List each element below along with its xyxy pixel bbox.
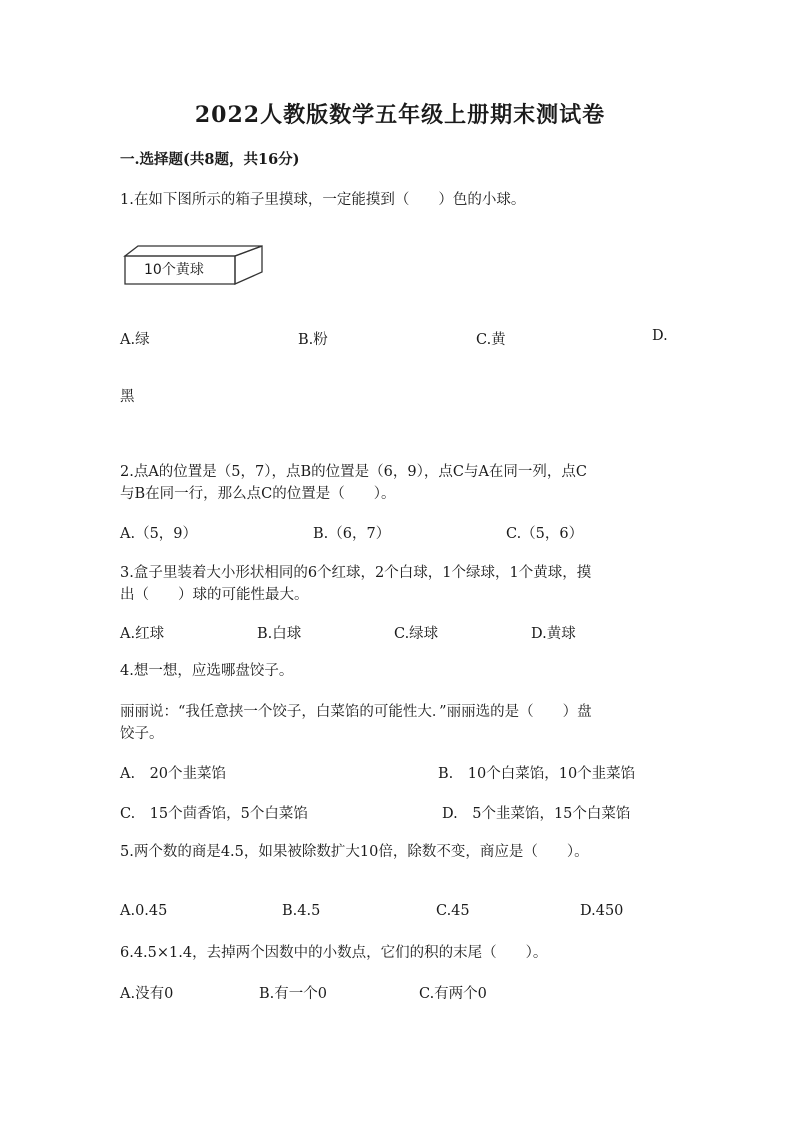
- question-6-text: 6.4.5×1.4，去掉两个因数中的小数点，它们的积的末尾（ ）。: [120, 945, 548, 961]
- question-2-line-1: 2.点A的位置是（5，7），点B的位置是（6，9），点C与A在同一列，点C: [120, 464, 588, 480]
- q3-option-d: D.黄球: [531, 626, 576, 642]
- yellow-ball-box-figure: [120, 242, 270, 292]
- q3-option-b: B.白球: [257, 626, 302, 642]
- q2-option-c: C.（5，6）: [506, 526, 584, 542]
- question-4-line-1: 丽丽说：“我任意挟一个饺子，白菜馅的可能性大．”丽丽选的是（ ）盘: [120, 704, 592, 720]
- question-5-text: 5.两个数的商是4.5，如果被除数扩大10倍，除数不变，商应是（ ）。: [120, 844, 589, 860]
- q4-option-c: C. 15个茴香馅，5个白菜馅: [120, 806, 308, 822]
- question-3-line-1: 3.盒子里装着大小形状相同的6个红球，2个白球，1个绿球，1个黄球，摸: [120, 565, 592, 581]
- page-title: 2022人教版数学五年级上册期末测试卷: [194, 102, 606, 128]
- q5-option-c: C.45: [436, 903, 470, 919]
- q5-option-b: B.4.5: [282, 903, 321, 919]
- q4-option-b: B. 10个白菜馅，10个韭菜馅: [438, 766, 636, 782]
- q3-option-c: C.绿球: [394, 626, 439, 642]
- question-3-line-2: 出（ ）球的可能性最大。: [120, 587, 309, 603]
- q6-option-a: A.没有0: [120, 986, 174, 1002]
- q1-option-d-wrap: 黑: [120, 389, 135, 405]
- section-heading: 一.选择题(共8题，共16分): [120, 151, 300, 168]
- q1-option-d: D.: [652, 328, 668, 344]
- q5-option-d: D.450: [580, 903, 624, 919]
- q1-option-a: A.绿: [120, 332, 150, 348]
- box-label: 10个黄球: [144, 262, 204, 278]
- q4-option-d: D. 5个韭菜馅，15个白菜馅: [442, 806, 631, 822]
- question-4-line-2: 饺子。: [120, 726, 164, 742]
- question-1-text: 1.在如下图所示的箱子里摸球，一定能摸到（ ）色的小球。: [120, 192, 526, 208]
- q6-option-c: C.有两个0: [419, 986, 487, 1002]
- q1-option-b: B.粉: [298, 332, 328, 348]
- q1-option-c: C.黄: [476, 332, 506, 348]
- q4-option-a: A. 20个韭菜馅: [120, 766, 227, 782]
- q5-option-a: A.0.45: [120, 903, 168, 919]
- q3-option-a: A.红球: [120, 626, 165, 642]
- q6-option-b: B.有一个0: [259, 986, 327, 1002]
- q2-option-b: B.（6，7）: [313, 526, 391, 542]
- question-4-text: 4.想一想，应选哪盘饺子。: [120, 663, 294, 679]
- question-2-line-2: 与B在同一行，那么点C的位置是（ ）。: [120, 486, 396, 502]
- q2-option-a: A.（5，9）: [120, 526, 198, 542]
